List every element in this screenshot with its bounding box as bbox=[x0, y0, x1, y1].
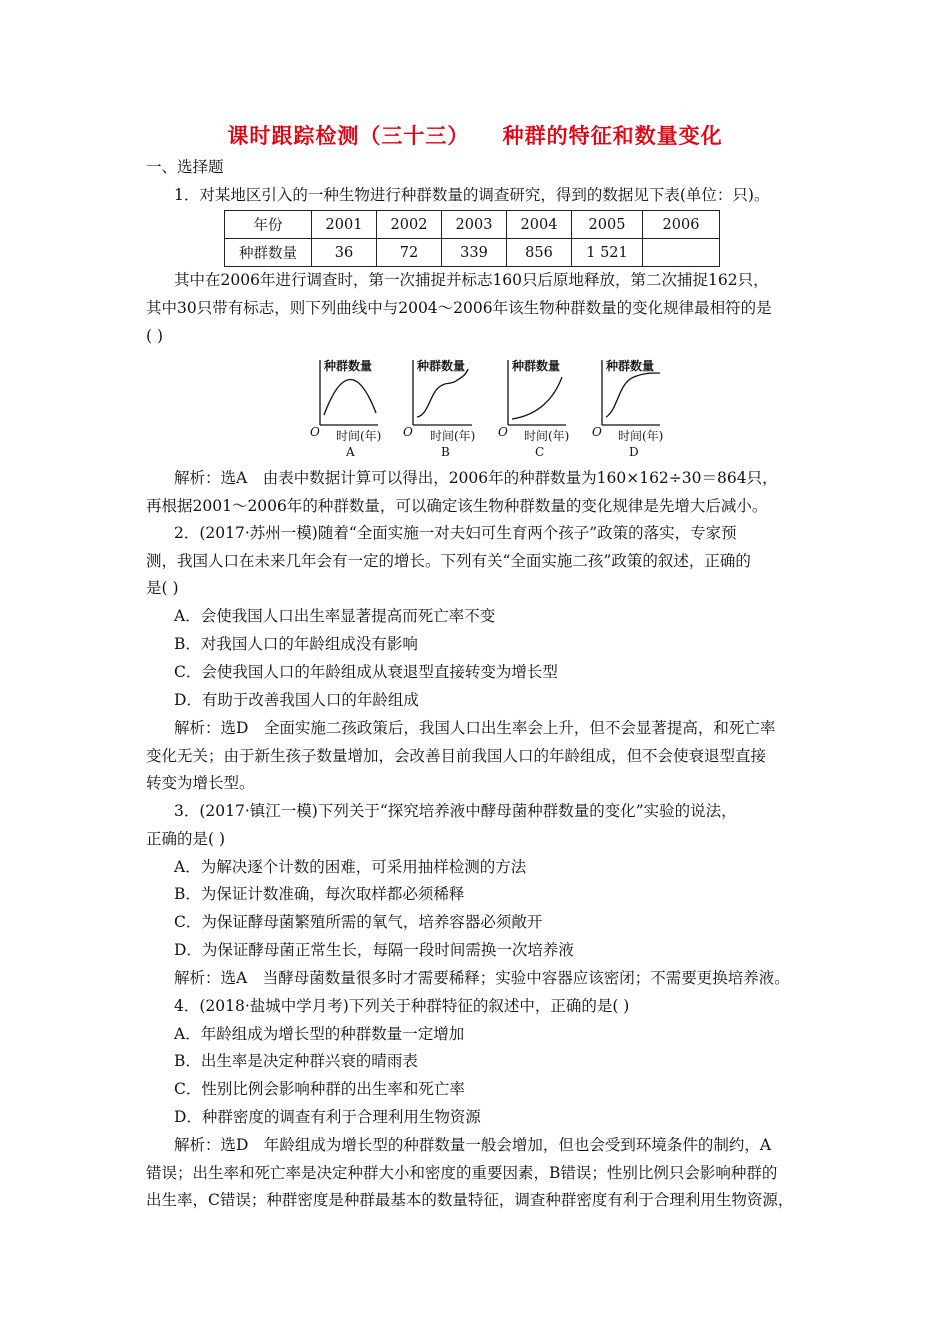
q4-answer-2: 错误；出生率和死亡率是决定种群大小和密度的重要因素，B错误；性别比例只会影响种群的 bbox=[146, 1164, 778, 1182]
q2-stem-3: 是( ) bbox=[146, 579, 179, 597]
q1-stem: 1．对某地区引入的一种生物进行种群数量的调查研究，得到的数据见下表(单位：只)。 bbox=[174, 186, 770, 204]
table-cell bbox=[643, 239, 720, 267]
graph-c-xlabel: 时间(年) bbox=[524, 429, 570, 443]
table-cell: 2001 bbox=[312, 211, 377, 239]
table-cell: 2005 bbox=[572, 211, 643, 239]
graph-b-label: B bbox=[441, 445, 450, 459]
table-cell: 2004 bbox=[507, 211, 572, 239]
section-heading: 一、选择题 bbox=[146, 158, 224, 176]
graph-d-label: D bbox=[629, 445, 639, 459]
q3-stem-2: 正确的是( ) bbox=[146, 830, 226, 848]
table-header-count: 种群数量 bbox=[225, 239, 312, 267]
q2-option-a: A．会使我国人口出生率显著提高而死亡率不变 bbox=[174, 607, 496, 625]
q4-option-b: B．出生率是决定种群兴衰的晴雨表 bbox=[174, 1052, 418, 1070]
graph-d-ylabel: 种群数量 bbox=[606, 359, 655, 373]
table-cell: 1 521 bbox=[572, 239, 643, 267]
table-cell: 72 bbox=[377, 239, 442, 267]
q1-answer-2: 再根据2001～2006年的种群数量，可以确定该生物种群数量的变化规律是先增大后减小。 bbox=[146, 497, 768, 515]
table-row-year bbox=[225, 211, 720, 239]
graph-d-xlabel: 时间(年) bbox=[618, 429, 664, 443]
graph-a-xlabel: 时间(年) bbox=[336, 429, 382, 443]
q2-answer-3: 转变为增长型。 bbox=[146, 774, 255, 792]
graph-a-label: A bbox=[346, 445, 355, 459]
graph-c-origin: O bbox=[498, 425, 508, 439]
page-title: 课时跟踪检测（三十三） 种群的特征和数量变化 bbox=[227, 123, 723, 148]
q1-text-2: 其中30只带有标志，则下列曲线中与2004～2006年该生物种群数量的变化规律最相符的是 bbox=[146, 299, 772, 317]
curve-d bbox=[606, 373, 660, 417]
graph-c-label: C bbox=[535, 445, 545, 459]
q4-option-a: A．年龄组成为增长型的种群数量一定增加 bbox=[174, 1025, 465, 1043]
graph-b-xlabel: 时间(年) bbox=[430, 429, 476, 443]
q3-answer-1: 解析：选A 当酵母菌数量很多时才需要稀释；实验中容器应该密闭；不需要更换培养液。 bbox=[174, 969, 790, 987]
q3-stem-1: 3．(2017·镇江一模)下列关于“探究培养液中酵母菌种群数量的变化”实验的说法， bbox=[174, 802, 737, 820]
q1-text-1: 其中在2006年进行调查时，第一次捕捉并标志160只后原地释放，第二次捕捉162只， bbox=[174, 271, 769, 289]
population-table bbox=[224, 210, 720, 267]
graph-b-ylabel: 种群数量 bbox=[417, 359, 466, 373]
table-cell: 856 bbox=[507, 239, 572, 267]
table-cell: 36 bbox=[312, 239, 377, 267]
q4-option-c: C．性别比例会影响种群的出生率和死亡率 bbox=[174, 1080, 465, 1098]
q3-option-b: B．为保证计数准确，每次取样都必须稀释 bbox=[174, 885, 465, 903]
q3-option-d: D．为保证酵母菌正常生长，每隔一段时间需换一次培养液 bbox=[174, 941, 574, 959]
curve-b bbox=[417, 369, 468, 417]
table-cell: 339 bbox=[442, 239, 507, 267]
q1-answer-1: 解析：选A 由表中数据计算可以得出，2006年的种群数量为160×162÷30＝864只， bbox=[174, 469, 778, 487]
q2-option-b: B．对我国人口的年龄组成没有影响 bbox=[174, 635, 418, 653]
q2-answer-1: 解析：选D 全面实施二孩政策后，我国人口出生率会上升，但不会显著提高，和死亡率 bbox=[174, 719, 776, 737]
graph-d-origin: O bbox=[592, 425, 602, 439]
curve-a bbox=[324, 379, 376, 415]
graph-c-ylabel: 种群数量 bbox=[512, 359, 561, 373]
q4-stem-1: 4．(2018·盐城中学月考)下列关于种群特征的叙述中，正确的是( ) bbox=[174, 997, 630, 1015]
table-cell: 2002 bbox=[377, 211, 442, 239]
q1-text-3: ( ) bbox=[146, 327, 164, 345]
q4-option-d: D．种群密度的调查有利于合理利用生物资源 bbox=[174, 1108, 481, 1126]
q2-stem-1: 2．(2017·苏州一模)随着“全面实施一对夫妇可生育两个孩子”政策的落实，专家预 bbox=[174, 524, 737, 542]
curve-c bbox=[512, 377, 562, 419]
table-header-year: 年份 bbox=[225, 211, 312, 239]
q2-stem-2: 测，我国人口在未来几年会有一定的增长。下列有关“全面实施二孩”政策的叙述，正确的 bbox=[146, 552, 751, 570]
curve-options-figure bbox=[300, 355, 690, 460]
graph-a-ylabel: 种群数量 bbox=[324, 359, 373, 373]
q3-option-c: C．为保证酵母菌繁殖所需的氧气，培养容器必须敞开 bbox=[174, 913, 543, 931]
table-cell: 2003 bbox=[442, 211, 507, 239]
graph-a-origin: O bbox=[310, 425, 320, 439]
table-row-count bbox=[225, 239, 720, 267]
q4-answer-3: 出生率，C错误；种群密度是种群最基本的数量特征，调查种群密度有利于合理利用生物资源， bbox=[146, 1191, 794, 1209]
q2-option-d: D．有助于改善我国人口的年龄组成 bbox=[174, 691, 419, 709]
table-cell: 2006 bbox=[643, 211, 720, 239]
q2-option-c: C．会使我国人口的年龄组成从衰退型直接转变为增长型 bbox=[174, 663, 558, 681]
q4-answer-1: 解析：选D 年龄组成为增长型的种群数量一般会增加，但也会受到环境条件的制约，A bbox=[174, 1136, 772, 1154]
q2-answer-2: 变化无关；由于新生孩子数量增加，会改善目前我国人口的年龄组成，但不会使衰退型直接 bbox=[146, 747, 767, 765]
graph-b-origin: O bbox=[403, 425, 413, 439]
q3-option-a: A．为解决逐个计数的困难，可采用抽样检测的方法 bbox=[174, 858, 527, 876]
